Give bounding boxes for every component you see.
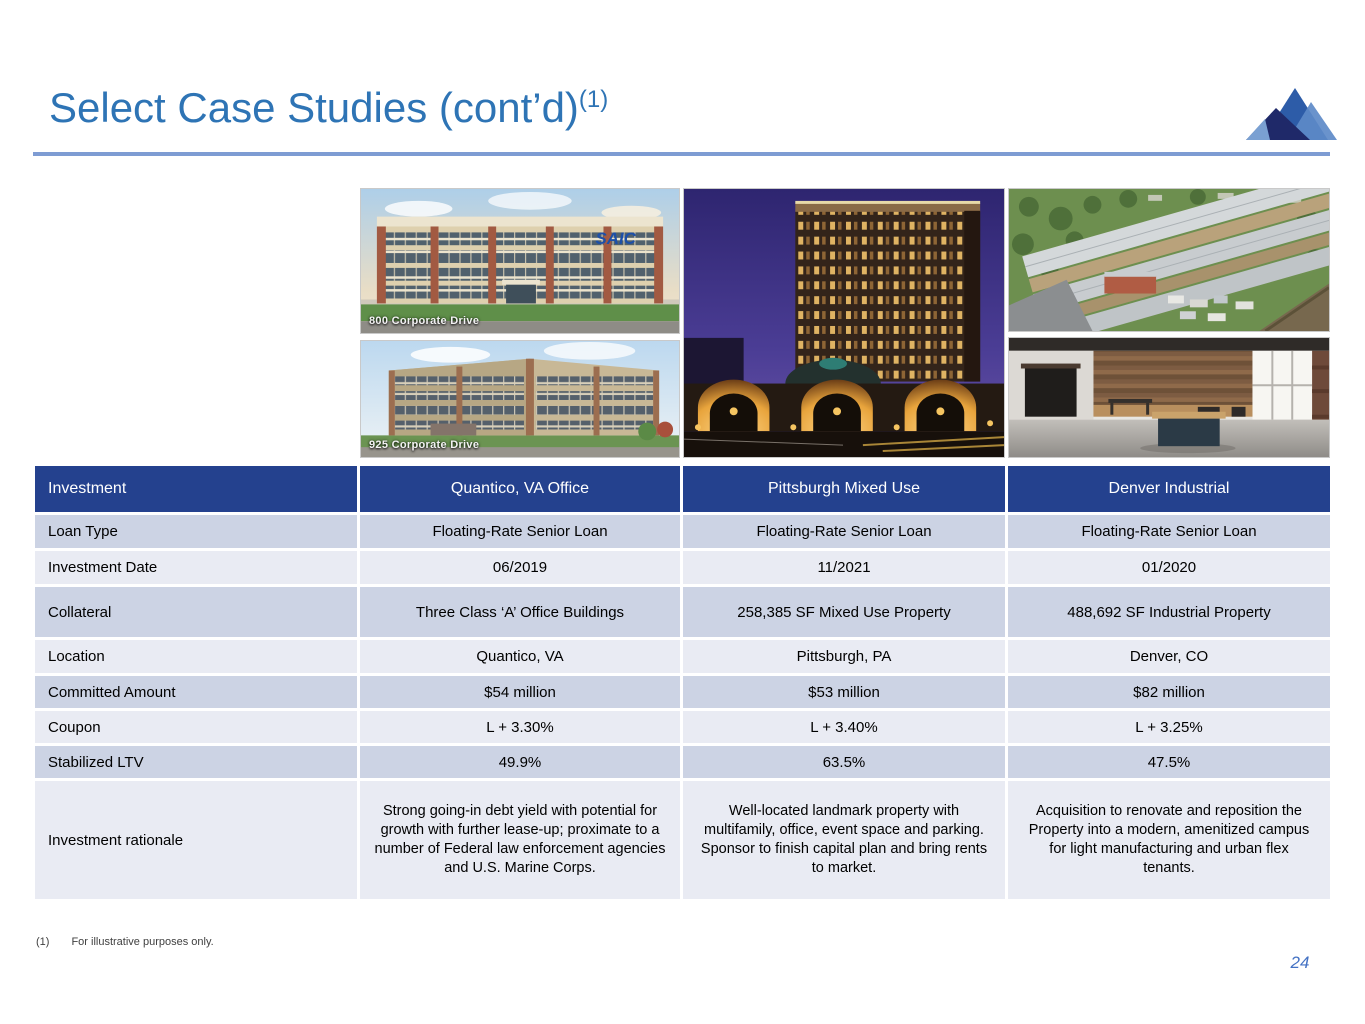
page-title bbox=[49, 84, 608, 132]
company-mountain-logo-icon bbox=[1238, 82, 1338, 152]
photo-quantico-925-corporate-drive bbox=[360, 340, 680, 458]
row-label-investment-rationale: Investment rationale bbox=[35, 781, 357, 899]
row-label-collateral: Collateral bbox=[35, 587, 357, 637]
committed-amount-pittsburgh: $53 million bbox=[683, 676, 1005, 708]
row-label-coupon: Coupon bbox=[35, 711, 357, 743]
investment-date-denver: 01/2020 bbox=[1008, 551, 1330, 584]
row-label-location: Location bbox=[35, 640, 357, 673]
loan-type-denver: Floating-Rate Senior Loan bbox=[1008, 515, 1330, 548]
footnote-text: For illustrative purposes only. bbox=[71, 936, 214, 948]
investment-rationale-denver: Acquisition to renovate and reposition the Property into a modern, amenitized campus for light manufacturing and urban flex tenants. bbox=[1008, 781, 1330, 899]
table-header-denver: Denver Industrial bbox=[1008, 466, 1330, 512]
location-denver: Denver, CO bbox=[1008, 640, 1330, 673]
photo-quantico-800-corporate-drive bbox=[360, 188, 680, 334]
location-quantico: Quantico, VA bbox=[360, 640, 680, 673]
stabilized-ltv-pittsburgh: 63.5% bbox=[683, 746, 1005, 778]
page-title-text: Select Case Studies (cont’d) bbox=[49, 84, 579, 131]
title-divider bbox=[33, 152, 1330, 156]
stabilized-ltv-quantico: 49.9% bbox=[360, 746, 680, 778]
investment-date-pittsburgh: 11/2021 bbox=[683, 551, 1005, 584]
collateral-pittsburgh: 258,385 SF Mixed Use Property bbox=[683, 587, 1005, 637]
collateral-quantico: Three Class ‘A’ Office Buildings bbox=[360, 587, 680, 637]
committed-amount-denver: $82 million bbox=[1008, 676, 1330, 708]
coupon-denver: L + 3.25% bbox=[1008, 711, 1330, 743]
saic-sign-text: SAIC bbox=[595, 229, 636, 249]
table-header-investment: Investment bbox=[35, 466, 357, 512]
table-header-pittsburgh: Pittsburgh Mixed Use bbox=[683, 466, 1005, 512]
photo-pittsburgh-landmark-night bbox=[683, 188, 1005, 458]
collateral-denver: 488,692 SF Industrial Property bbox=[1008, 587, 1330, 637]
coupon-pittsburgh: L + 3.40% bbox=[683, 711, 1005, 743]
title-footnote-ref: (1) bbox=[578, 86, 609, 113]
photo-caption-800-corporate-drive: 800 Corporate Drive bbox=[369, 315, 480, 327]
coupon-quantico: L + 3.30% bbox=[360, 711, 680, 743]
loan-type-quantico: Floating-Rate Senior Loan bbox=[360, 515, 680, 548]
committed-amount-quantico: $54 million bbox=[360, 676, 680, 708]
row-label-stabilized-ltv: Stabilized LTV bbox=[35, 746, 357, 778]
footnote-marker: (1) bbox=[36, 936, 50, 948]
photo-denver-industrial-aerial bbox=[1008, 188, 1330, 332]
photo-caption-925-corporate-drive: 925 Corporate Drive bbox=[369, 439, 480, 451]
case-studies-table bbox=[35, 466, 1330, 899]
location-pittsburgh: Pittsburgh, PA bbox=[683, 640, 1005, 673]
photo-denver-industrial-interior bbox=[1008, 337, 1330, 458]
loan-type-pittsburgh: Floating-Rate Senior Loan bbox=[683, 515, 1005, 548]
table-header-quantico: Quantico, VA Office bbox=[360, 466, 680, 512]
footnote bbox=[36, 936, 214, 948]
stabilized-ltv-denver: 47.5% bbox=[1008, 746, 1330, 778]
row-label-committed-amount: Committed Amount bbox=[35, 676, 357, 708]
page-number: 24 bbox=[1290, 953, 1310, 972]
investment-rationale-quantico: Strong going-in debt yield with potential for growth with further lease-up; proximate to a number of Federal law enforcement agencies and U.S. Marine Corps. bbox=[360, 781, 680, 899]
investment-date-quantico: 06/2019 bbox=[360, 551, 680, 584]
investment-rationale-pittsburgh: Well-located landmark property with multifamily, office, event space and parking. Sponsor to finish capital plan and bring rents to market. bbox=[683, 781, 1005, 899]
row-label-investment-date: Investment Date bbox=[35, 551, 357, 584]
row-label-loan-type: Loan Type bbox=[35, 515, 357, 548]
